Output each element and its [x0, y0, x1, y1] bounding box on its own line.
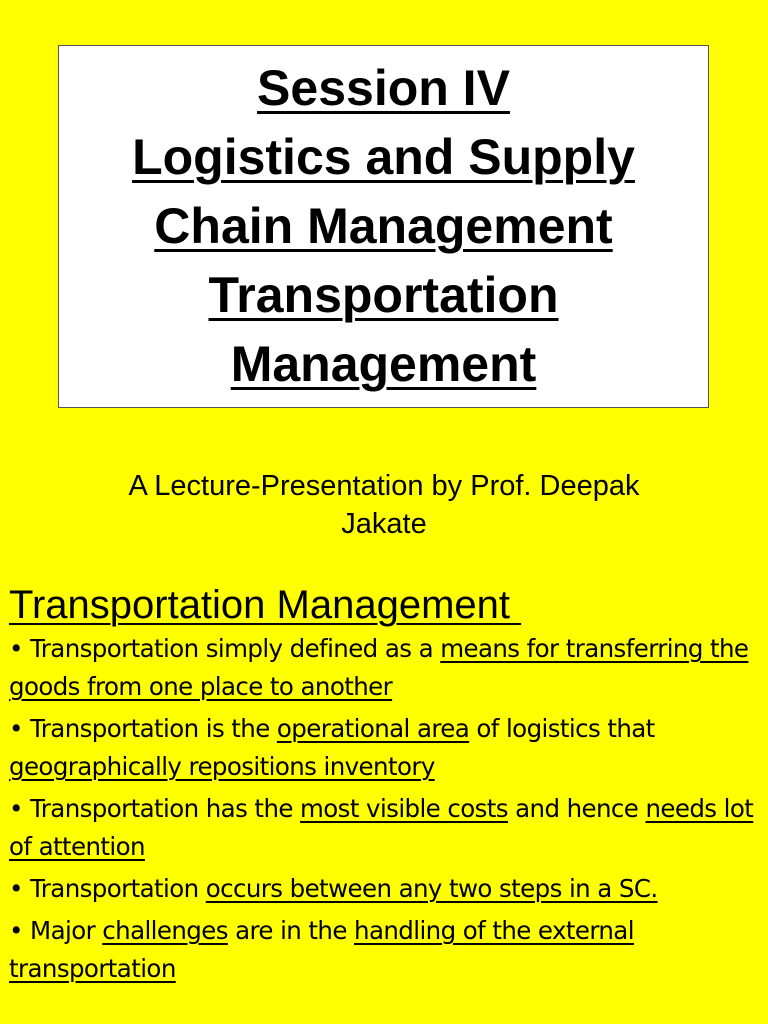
- title-line-3: [59, 192, 708, 261]
- title-line-1: [59, 54, 708, 123]
- bullet-plain-text: Transportation: [22, 874, 206, 903]
- bullet-plain-text: are in the: [227, 916, 355, 945]
- bullet-underlined-text: most visible costs: [300, 794, 508, 823]
- bullet-underlined-text: geographically repositions inventory: [9, 752, 435, 781]
- bullet-underlined-text: operational area: [276, 714, 470, 743]
- title-box: [58, 45, 709, 408]
- title-text-session: Session IV: [257, 60, 510, 116]
- bullet-item: [9, 630, 761, 706]
- bullet-list: [9, 630, 761, 992]
- bullet-glyph: •: [9, 634, 23, 663]
- bullet-item: [9, 912, 761, 988]
- lecture-subtitle: [40, 467, 728, 543]
- title-line-2: [59, 123, 708, 192]
- bullet-plain-text: of logistics that: [469, 714, 655, 743]
- bullet-underlined-text: occurs between any two steps in a SC.: [205, 874, 658, 903]
- bullet-glyph: •: [9, 714, 23, 743]
- bullet-plain-text: and hence: [507, 794, 646, 823]
- bullet-plain-text: Transportation is the: [22, 714, 277, 743]
- bullet-plain-text: Transportation has the: [22, 794, 301, 823]
- bullet-glyph: •: [9, 916, 23, 945]
- bullet-item: [9, 790, 761, 866]
- bullet-underlined-text: means for transferring the goods from one place to another: [9, 634, 749, 701]
- title-text-chain-management: Chain Management: [154, 198, 613, 254]
- bullet-glyph: •: [9, 794, 23, 823]
- bullet-underlined-text: challenges: [102, 916, 228, 945]
- title-text-logistics: Logistics and Supply: [132, 129, 635, 185]
- title-line-4: [59, 261, 708, 330]
- bullet-underlined-text: handling of the external transportation: [9, 916, 634, 983]
- bullet-item: [9, 870, 761, 908]
- subtitle-line-1: A Lecture-Presentation by Prof. Deepak: [128, 470, 640, 502]
- title-line-5: [59, 330, 708, 399]
- bullet-underlined-text: needs lot of attention: [9, 794, 754, 861]
- bullet-plain-text: Transportation simply defined as a: [22, 634, 441, 663]
- section-heading: Transportation Management: [9, 583, 522, 627]
- subtitle-line-2: Jakate: [341, 508, 427, 540]
- bullet-glyph: •: [9, 874, 23, 903]
- title-text-transportation: Transportation: [208, 267, 559, 323]
- bullet-plain-text: Major: [22, 916, 103, 945]
- title-text-management: Management: [230, 336, 537, 392]
- bullet-item: [9, 710, 761, 786]
